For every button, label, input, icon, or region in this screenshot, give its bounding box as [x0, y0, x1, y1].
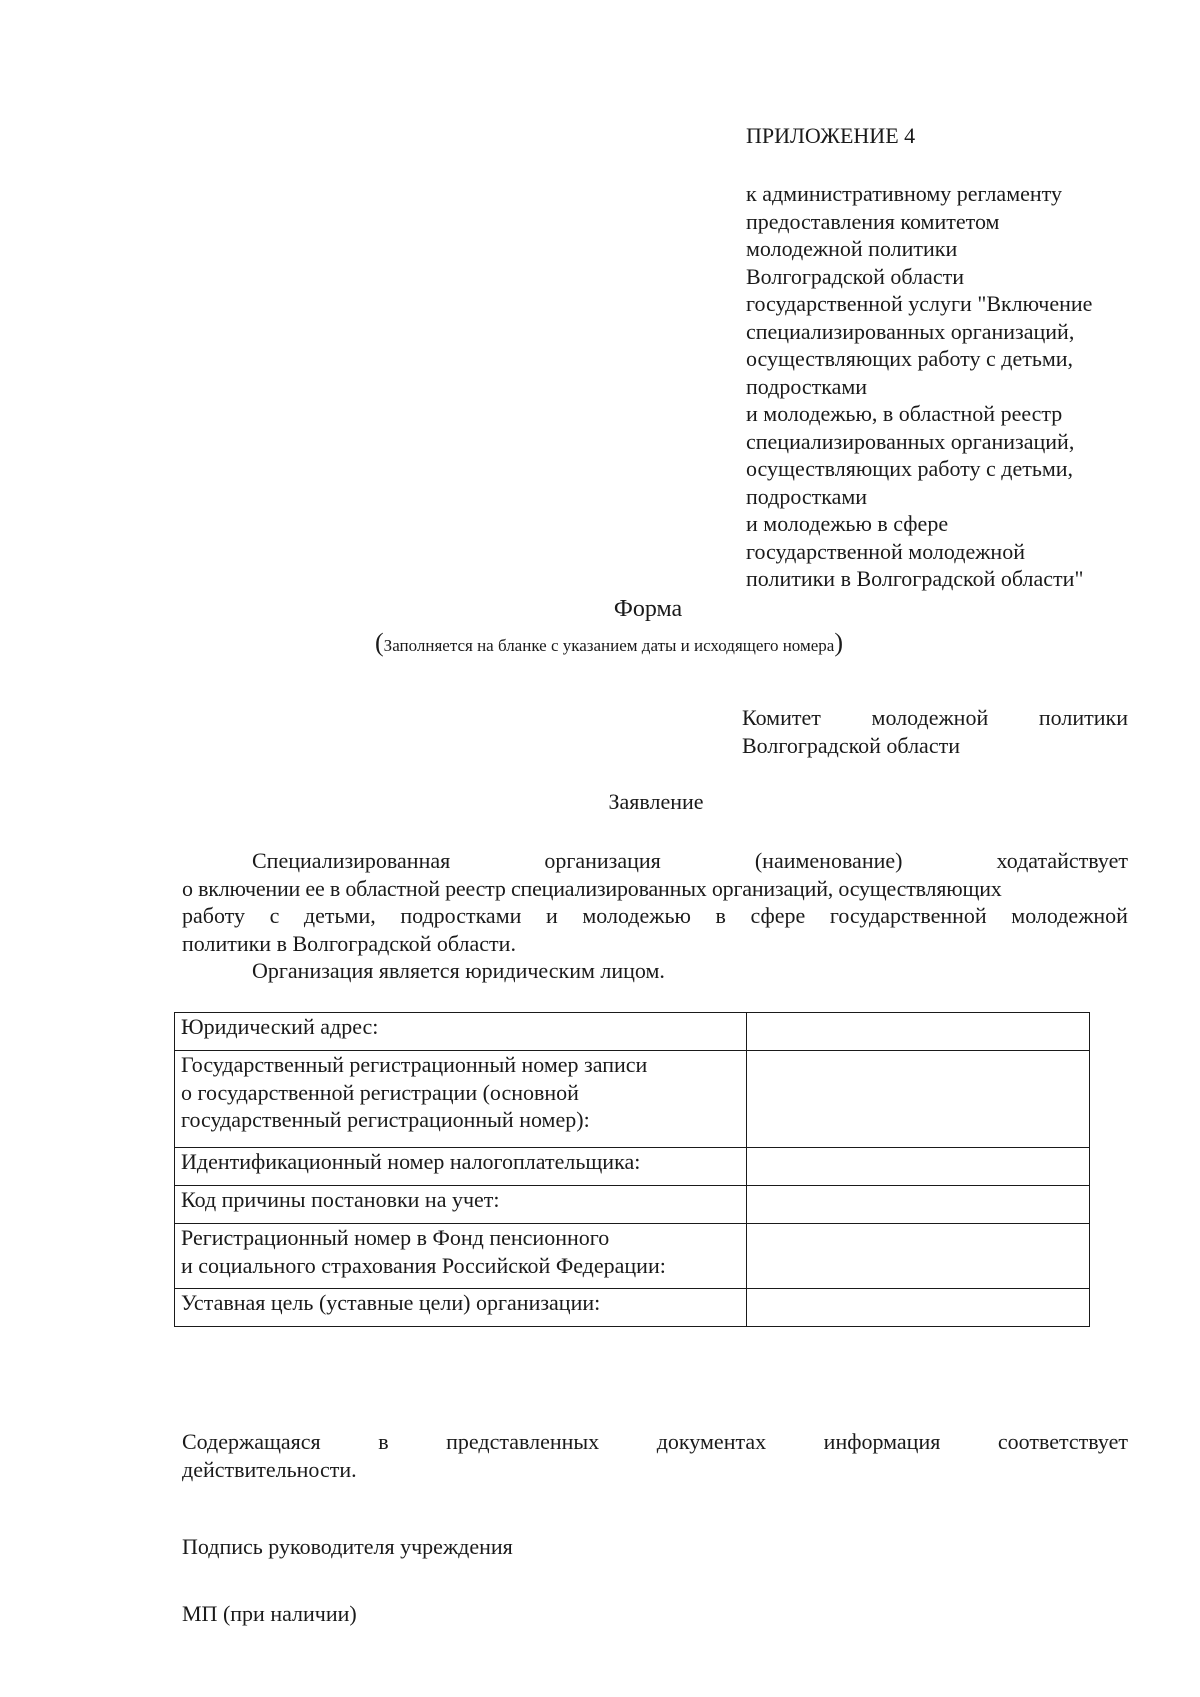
confirmation-line-1 [182, 1428, 1128, 1456]
appendix-line: подростками [746, 373, 868, 399]
table-row [175, 1051, 1090, 1148]
statutory-goal-field[interactable] [747, 1289, 1090, 1327]
addressee-line-1 [742, 704, 1128, 732]
statement-word: сфере [750, 903, 806, 928]
table-row [175, 1289, 1090, 1327]
appendix-line: осуществляющих работу с детьми, [746, 346, 1074, 371]
statement-line-4: политики в Волгоградской области. [182, 930, 516, 956]
addressee-block [742, 704, 1128, 759]
note-close-paren: ) [834, 628, 843, 657]
table-row [175, 1148, 1090, 1186]
note-open-paren: ( [375, 628, 384, 657]
pension-fund-number-field[interactable] [747, 1224, 1090, 1289]
statement-word: детьми, [303, 903, 376, 928]
confirmation-word: соответствует [997, 1429, 1128, 1454]
statement-word: работу [182, 903, 245, 928]
confirmation-word: Содержащаяся [182, 1429, 321, 1454]
appendix-title: ПРИЛОЖЕНИЕ 4 [746, 123, 916, 148]
table-row [175, 1013, 1090, 1051]
statement-word: Специализированная [252, 848, 451, 873]
statement-word: государственной [829, 903, 987, 928]
row-label-line: Идентификационный номер налогоплательщика: [181, 1149, 641, 1174]
appendix-line: государственной молодежной [746, 538, 1025, 564]
statement-word: ходатайствует [996, 848, 1128, 873]
statement-body [182, 847, 1128, 985]
legal-address-field[interactable] [747, 1013, 1090, 1051]
addressee-word: политики [1038, 705, 1128, 730]
statement-line-2: о включении ее в областной реестр специализированных организаций, осуществляющих [182, 875, 1002, 901]
statement-line-1 [182, 847, 1128, 875]
statement-line-3 [182, 902, 1128, 930]
ogrn-field[interactable] [747, 1051, 1090, 1148]
note-text: Заполняется на бланке с указанием даты и исходящего номера [383, 636, 835, 655]
statement-word: организация [544, 848, 661, 873]
appendix-line: и молодежью, в областной реестр [746, 401, 1063, 426]
appendix-description [746, 180, 1146, 593]
row-label [175, 1289, 747, 1327]
statement-word: с [269, 903, 280, 928]
organization-info-table [174, 1012, 1090, 1327]
confirmation-text [182, 1428, 1128, 1484]
appendix-line: политики в Волгоградской области" [746, 566, 1084, 591]
row-label-line: Код причины постановки на учет: [181, 1187, 500, 1212]
row-label [175, 1051, 747, 1148]
appendix-line: специализированных организаций, [746, 428, 1075, 454]
addressee-word: молодежной [871, 705, 989, 730]
table-row [175, 1224, 1090, 1289]
appendix-line: государственной услуги "Включение [746, 291, 1093, 316]
appendix-line: и молодежью в сфере [746, 511, 949, 536]
form-title [0, 594, 1200, 624]
statement-word: подростками [400, 903, 522, 928]
form-note [375, 630, 843, 659]
row-label-line: и социального страхования Российской Федерации: [181, 1252, 666, 1278]
appendix-line: молодежной политики [746, 236, 958, 261]
row-label [175, 1186, 747, 1224]
row-label [175, 1148, 747, 1186]
appendix-line: подростками [746, 483, 868, 509]
row-label-line: Юридический адрес: [181, 1014, 379, 1039]
confirmation-word: информация [823, 1429, 941, 1454]
confirmation-line-2: действительности. [182, 1457, 357, 1482]
row-label [175, 1224, 747, 1289]
row-label-line: Регистрационный номер в Фонд пенсионного [181, 1225, 610, 1250]
inn-field[interactable] [747, 1148, 1090, 1186]
appendix-line: к административному регламенту [746, 181, 1062, 206]
statement-word: молодежью [582, 903, 691, 928]
statement-word: в [715, 903, 726, 928]
form-title-text: Форма [613, 596, 683, 622]
stamp-label: МП (при наличии) [182, 1601, 357, 1626]
addressee-line-2: Волгоградской области [742, 732, 960, 758]
row-label-line: Государственный регистрационный номер записи [181, 1052, 648, 1077]
addressee-word: Комитет [742, 705, 821, 730]
table-row [175, 1186, 1090, 1224]
appendix-line: Волгоградской области [746, 263, 964, 289]
confirmation-word: представленных [446, 1429, 600, 1454]
row-label-line: государственный регистрационный номер): [181, 1107, 590, 1132]
appendix-line: специализированных организаций, [746, 318, 1075, 344]
statement-title-text: Заявление [608, 789, 704, 814]
confirmation-word: документах [656, 1429, 767, 1454]
confirmation-word: в [378, 1429, 389, 1454]
statement-title [0, 788, 1200, 816]
row-label-line: о государственной регистрации (основной [181, 1079, 579, 1105]
row-label-line: Уставная цель (уставные цели) организации: [181, 1290, 601, 1315]
appendix-line: предоставления комитетом [746, 208, 1000, 234]
statement-word: (наименование) [754, 848, 903, 873]
signature-label: Подпись руководителя учреждения [182, 1534, 513, 1559]
statement-word: и [545, 903, 558, 928]
statement-line-5: Организация является юридическим лицом. [252, 958, 665, 983]
appendix-line: осуществляющих работу с детьми, [746, 456, 1074, 481]
statement-word: молодежной [1011, 903, 1128, 928]
kpp-field[interactable] [747, 1186, 1090, 1224]
row-label [175, 1013, 747, 1051]
